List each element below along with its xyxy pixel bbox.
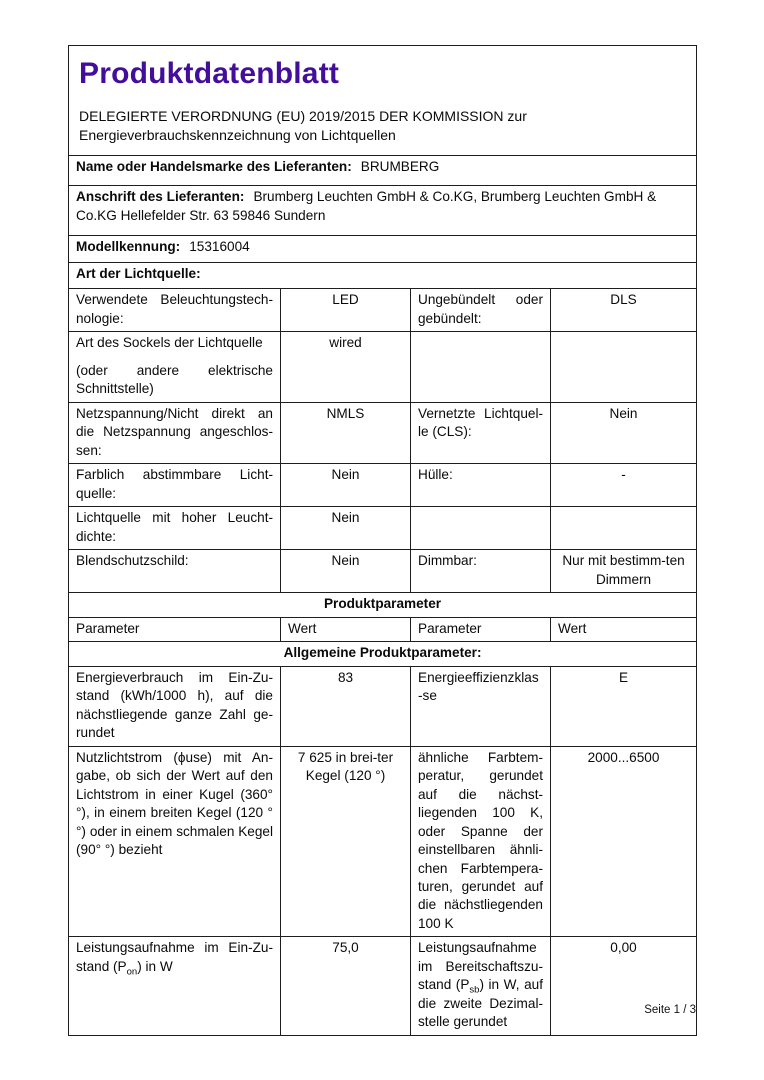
param-subscript: sb (469, 985, 480, 997)
param-cell: Hülle: (411, 464, 551, 507)
param-cell: Lichtquelle mit hoher Leucht-dichte: (69, 507, 281, 550)
model-id-value: 15316004 (189, 239, 250, 255)
column-header: Parameter (411, 617, 551, 641)
page-number: Seite 1 / 3 (644, 1004, 696, 1016)
param-cell: Blendschutzschild: (69, 550, 281, 593)
value-cell: 75,0 (281, 937, 411, 1035)
param-cell (411, 937, 551, 1035)
param-cell (69, 937, 281, 1035)
param-cell: Farblich abstimmbare Licht-quelle: (69, 464, 281, 507)
value-cell: 83 (281, 666, 411, 746)
product-parameter-header: Produktparameter (69, 593, 697, 617)
column-header: Wert (551, 617, 697, 641)
value-cell: 7 625 in brei-ter Kegel (120 °) (281, 746, 411, 937)
param-cell: Energieeffizienzklas-se (411, 666, 551, 746)
art-section-heading: Art der Lichtquelle: (76, 266, 201, 282)
general-parameter-subheader: Allgemeine Produktparameter: (69, 642, 697, 666)
table-row (69, 666, 697, 746)
value-cell: Nein (281, 507, 411, 550)
supplier-name-label: Name oder Handelsmarke des Lieferanten: (76, 159, 352, 175)
table-row (69, 550, 697, 593)
regulation-subtitle (79, 107, 686, 146)
regulation-subtitle-line1: DELEGIERTE VERORDNUNG (EU) 2019/2015 DER KOMMISSION zur (79, 107, 527, 124)
column-header: Parameter (69, 617, 281, 641)
regulation-subtitle-line2: Energieverbrauchskennzeichnung von Lichtquellen (79, 127, 396, 144)
param-cell: ähnliche Farbtem-peratur, gerundet auf die nächst-liegenden 100 K, oder Spanne der einstellbaren ähnli-chen Farbtempera-turen, gerundet auf die nächstliegenden 100 K (411, 746, 551, 937)
param-line2: (oder andere elektrische Schnittstelle) (76, 362, 273, 397)
param-cell: Nutzlichtstrom (ϕuse) mit An-gabe, ob sich der Wert auf den Lichtstrom in einer Kugel (360° °), in einem breiten Kegel (120 °°) oder in einem schmalen Kegel (90° °) bezieht (69, 746, 281, 937)
param-cell: Netzspannung/Nicht direkt an die Netzspannung angeschlos-sen: (69, 402, 281, 463)
art-section-heading-row (69, 263, 697, 289)
table-row (69, 332, 697, 402)
param-cell: Vernetzte Lichtquel-le (CLS): (411, 402, 551, 463)
value-cell: Nein (281, 464, 411, 507)
datasheet-table (68, 45, 697, 1036)
param-cell (411, 332, 551, 402)
value-cell: - (551, 464, 697, 507)
table-row (69, 464, 697, 507)
column-header: Wert (281, 617, 411, 641)
value-cell: 2000...6500 (551, 746, 697, 937)
value-cell (551, 507, 697, 550)
param-text: ) in W, auf die zweite Dezimal-stelle gerundet (418, 977, 543, 1030)
value-cell: wired (281, 332, 411, 402)
value-cell (551, 332, 697, 402)
param-cell: Energieverbrauch im Ein-Zu-stand (kWh/1000 h), auf die nächstliegende ganze Zahl ge-rundet (69, 666, 281, 746)
table-row (69, 937, 697, 1035)
param-cell (411, 507, 551, 550)
title-block (69, 46, 697, 156)
value-cell: E (551, 666, 697, 746)
param-line1: Art des Sockels der Lichtquelle (76, 335, 263, 351)
value-cell: Nur mit bestimm-ten Dimmern (551, 550, 697, 593)
param-cell (69, 332, 281, 402)
table-row (69, 746, 697, 937)
supplier-address-row (69, 186, 697, 236)
model-id-label: Modellkennung: (76, 239, 181, 255)
value-cell: Nein (281, 550, 411, 593)
supplier-address-value: Brumberg Leuchten GmbH & Co.KG, Brumberg Leuchten GmbH & Co.KG Hellefelder Str. 63 59846 Sundern (76, 189, 657, 223)
table-row (69, 507, 697, 550)
param-text: Leistungsaufnahme im Bereitschaftszu-stand (P (418, 940, 543, 993)
value-cell: DLS (551, 289, 697, 332)
param-cell: Ungebündelt oder gebündelt: (411, 289, 551, 332)
table-row (69, 289, 697, 332)
value-cell: LED (281, 289, 411, 332)
supplier-name-row (69, 156, 697, 186)
supplier-name-value: BRUMBERG (360, 159, 440, 175)
param-text: Leistungsaufnahme im Ein-Zu-stand (P (76, 940, 273, 974)
page-title: Produktdatenblatt (79, 57, 340, 90)
model-id-row (69, 236, 697, 263)
value-cell: NMLS (281, 402, 411, 463)
table-row (69, 402, 697, 463)
param-text: ) in W (137, 958, 173, 974)
param-cell: Dimmbar: (411, 550, 551, 593)
datasheet-page (68, 45, 696, 1036)
column-header-row (69, 617, 697, 641)
param-subscript: on (126, 966, 138, 978)
supplier-address-label: Anschrift des Lieferanten: (76, 189, 245, 205)
value-cell: Nein (551, 402, 697, 463)
value-cell: 0,00 (551, 937, 697, 1035)
param-cell: Verwendete Beleuchtungstech-nologie: (69, 289, 281, 332)
